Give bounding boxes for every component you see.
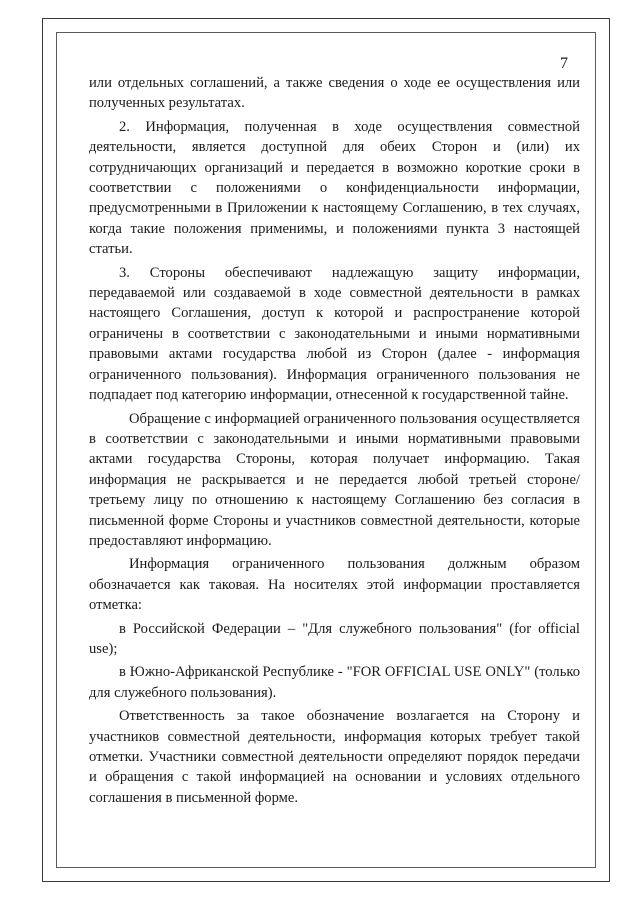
page-number: 7 bbox=[560, 55, 568, 72]
paragraph: 3. Стороны обеспечивают надлежащую защиту информации, передаваемой или создаваемой в ходе совместной деятельности в рамках настоящего Соглашения, доступ к которой и распространение которой ограничены в соответствии с законодательными и иными нормативными правовыми актами государства любой из Сторон (далее - информация ограниченного пользования). Информация ограниченного пользования не подпадает под категорию информации, отнесенной к государственной тайне. bbox=[89, 264, 580, 404]
paragraph: в Российской Федерации – "Для служебного пользования" (for official use); bbox=[89, 620, 580, 657]
paragraph: 2. Информация, полученная в ходе осуществления совместной деятельности, является доступной для обеих Сторон и (или) их сотрудничающих организаций и передается в возможно короткие сроки в соответствии с положениями о конфиденциальности информации, предусмотренными в Приложении к настоящему Соглашению, в тех случаях, когда такие положения применимы, и положениями пункта 3 настоящей статьи. bbox=[89, 118, 580, 258]
paragraph: в Южно-Африканской Республике - "FOR OFFICIAL USE ONLY" (только для служебного пользования). bbox=[89, 664, 580, 701]
paragraph: Информация ограниченного пользования должным образом обозначается как таковая. На носителях этой информации проставляется отметка: bbox=[89, 556, 580, 614]
paragraph: Обращение с информацией ограниченного пользования осуществляется в соответствии с законодательными и иными нормативными правовыми актами государства Стороны, которая получает информацию. Такая информация не раскрывается и не передается любой третьей стороне/третьему лицу по отношению к настоящему Соглашению без согласия в письменной форме Стороны и участников совместной деятельности, которые предоставляют информацию. bbox=[89, 410, 580, 549]
document-body bbox=[89, 73, 580, 811]
paragraph: или отдельных соглашений, а также сведения о ходе ее осуществления или полученных результатах. bbox=[89, 75, 580, 112]
paragraph: Ответственность за такое обозначение возлагается на Сторону и участников совместной деятельности, информация которых требует такой отметки. Участники совместной деятельности определяют порядок передачи и обращения с такой информацией на основании и условиях отдельного соглашения в письменной форме. bbox=[89, 708, 580, 806]
